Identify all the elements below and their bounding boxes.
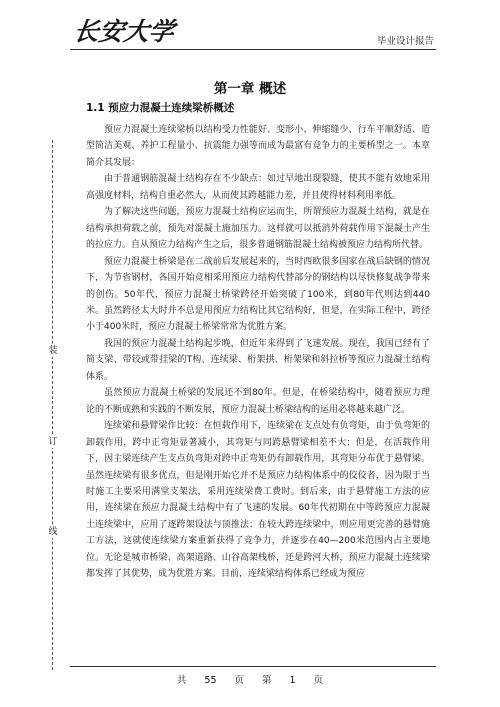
body-text <box>86 122 430 583</box>
paragraph: 我国的预应力混凝土结构起步晚，但近年来得到了飞速发展。现在，我国已经有了简支梁、带铰或带挂梁的T构、连续梁、桁架拱、桁架梁和斜拉桥等预应力混凝土结构体系。 <box>86 338 430 382</box>
header-divider <box>70 49 436 50</box>
paragraph: 虽然预应力混凝土桥梁的发展还不到80年。但是，在桥梁结构中，随着预应力理论的不断成熟和实践的不断发展，预应力混凝土桥梁结构的运用必将越来越广泛。 <box>86 388 430 415</box>
footer-ordinal: 第 <box>262 675 272 686</box>
binding-char-zhuang: 装 <box>46 345 60 357</box>
binding-margin <box>46 140 60 670</box>
paragraph: 为了解决这些问题，预应力混凝土结构应运而生，所谓预应力混凝土结构，就是在结构承担荷载之前，预先对混凝土施加压力。这样就可以抵消外荷载作用下混凝土产生的拉应力。自从预应力结构产生之后，很多普通钢筋混凝土结构被预应力结构所代替。 <box>86 207 430 251</box>
paragraph: 由于普通钢筋混凝土结构存在不少缺点：如过早地出现裂缝，使其不能有效地采用高强度材料，结构自重必然大，从而使其跨越能力差，并且使得材料利用率低。 <box>86 174 430 201</box>
footer-page-word: 页 <box>313 675 324 686</box>
paragraph: 预应力混凝土连续梁桥以结构受力性能好、变形小、伸缩缝少、行车平顺舒适、造型简洁美观、养护工程量小、抗震能力强等而成为最富有竞争力的主要桥型之一。本章简介其发展： <box>86 125 430 168</box>
page-footer <box>0 672 500 686</box>
binding-dashed-line <box>52 140 53 670</box>
footer-current-page: 1 <box>289 675 296 686</box>
paragraph: 预应力混凝土桥梁是在二战前后发展起来的，当时西欧很多国家在战后缺钢的情况下，为节省钢材，各国开始竞相采用预应力结构代替部分的钢结构以尽快修复战争带来的创伤。50年代，预应力混凝土桥梁跨径开始突破了100米，到80年代则达到440米。虽然跨径太大时并不总是用预应力结构比其它结构好，但是，在实际工程中，跨径小于400米时，预应力混凝土桥梁常常为优胜方案。 <box>86 256 430 333</box>
footer-total-prefix: 共 <box>176 675 187 686</box>
paragraph: 连续梁和悬臂梁作比较：在恒载作用下，连续梁在支点处有负弯矩，由于负弯矩的卸载作用，跨中正弯矩显著减小，其弯矩与同跨悬臂梁相差不大；但是，在活载作用下，因主梁连续产生支点负弯矩对跨中正弯矩仍有卸载作用，其弯矩分布优于悬臂梁。虽然连续梁有很多优点，但是刚开始它并不是预应力结构体系中的佼佼者，因为限于当时施工主要采用满堂支架法，采用连续梁费工费时。到后来，由于悬臂施工方法的应用，连续梁在预应力混凝土结构中有了飞速的发展。60年代初期在中等跨预应力混凝土连续梁中，应用了逐跨架设法与顶推法；在较大跨连续梁中，则应用更完善的悬臂施工方法，这就使连续梁方案重新获得了竞争力，并逐步在40—200米范围内占主要地位。无论是城市桥梁、高架道路、山谷高架栈桥，还是跨河大桥，预应力混凝土连续梁都发挥了其优势，成为优胜方案。目前，连续梁结构体系已经成为预应 <box>86 421 430 580</box>
footer-page-word: 页 <box>234 675 245 686</box>
footer-divider <box>70 666 436 667</box>
document-type-label: 毕业设计报告 <box>376 36 434 47</box>
binding-char-xian: 线 <box>46 526 60 538</box>
chapter-title: 第一章 概述 <box>213 81 287 97</box>
footer-total-pages: 55 <box>204 675 217 686</box>
binding-char-ding: 订 <box>46 436 60 448</box>
university-logo: 长安大学 <box>71 17 176 46</box>
page-header <box>0 0 500 60</box>
section-title: 1.1 预应力混凝土连续梁桥概述 <box>86 102 235 114</box>
